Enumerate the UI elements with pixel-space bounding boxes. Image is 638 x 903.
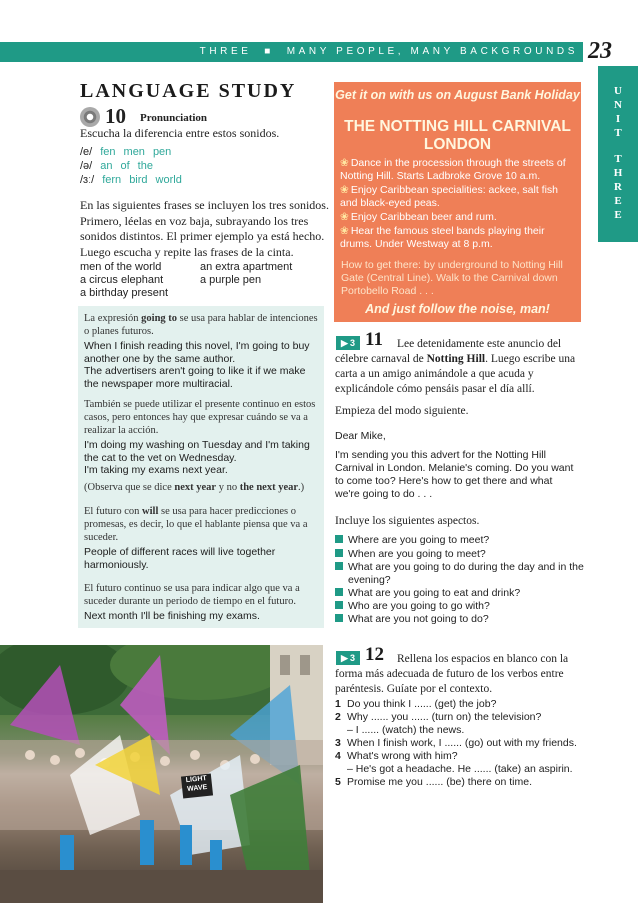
advert-item-text: Enjoy Caribbean beer and rum. — [350, 211, 497, 223]
running-header — [200, 46, 578, 57]
phoneme-word: men — [123, 146, 145, 158]
grammar-text: se usa para hablar de intenciones o planes futuros. — [84, 313, 318, 337]
phoneme-word: an — [100, 160, 113, 172]
unit-tab-letter: T — [614, 153, 622, 165]
phoneme-word: the — [137, 160, 153, 172]
grammar-text: y no — [216, 482, 240, 493]
exercise-item — [335, 750, 580, 763]
item-text: – I ...... (watch) the news. — [347, 724, 465, 736]
instruction-text: Lee detenidamente este anuncio del célebre carnaval de — [335, 338, 562, 365]
example-phrase: a circus elephant — [80, 274, 164, 286]
play-icon: ▶ — [341, 337, 348, 348]
item-number: 2 — [335, 711, 341, 723]
item-number: 5 — [335, 776, 341, 788]
grammar-text: .) — [298, 482, 305, 493]
exercise-item — [335, 763, 580, 776]
flower-icon: ❀ — [340, 225, 349, 237]
audio-badge-number: 3 — [349, 653, 355, 663]
audio-badge-number: 3 — [349, 338, 355, 348]
advert-title-line: LONDON — [423, 136, 492, 153]
advert-item — [340, 184, 578, 210]
grammar-text: El futuro con — [84, 506, 143, 517]
grammar-text: (Observa que se dice — [84, 482, 175, 493]
phoneme-symbol: /ɜː/ — [80, 174, 95, 186]
exercise-11-include: Incluye los siguientes aspectos. — [335, 515, 480, 527]
exercise-12-number: 12 — [365, 644, 384, 665]
grammar-keyword: will — [142, 506, 159, 517]
grammar-text: La expresión — [84, 313, 142, 324]
unit-tab-letter: N — [614, 99, 622, 111]
phoneme-symbol: /e/ — [80, 146, 93, 158]
list-item — [335, 548, 580, 561]
chapter-label: THREE — [199, 46, 252, 57]
play-icon: ▶ — [341, 652, 348, 663]
item-text: Do you think I ...... (get) the job? — [347, 698, 497, 710]
page-number: 23 — [588, 38, 612, 64]
grammar-note: El futuro continuo se usa para indicar algo que va a suceder durante un periodo de tiempo en el futuro. — [84, 583, 300, 607]
list-item — [335, 600, 580, 613]
phoneme-row — [80, 146, 171, 158]
grammar-keyword: the next year — [239, 482, 299, 493]
grammar-note — [84, 312, 322, 338]
item-text: When I finish work, I ...... (go) out with my friends. — [347, 737, 577, 749]
light-wave-sign: LIGHT WAVE — [181, 773, 213, 798]
unit-tab-letter: H — [613, 167, 623, 179]
exercise-item — [335, 776, 580, 789]
exercise-item — [335, 724, 580, 737]
advert-tagline: Get it on with us on August Bank Holiday — [335, 88, 580, 102]
instruction-keyword: Notting Hill — [426, 353, 486, 365]
carnival-photo — [0, 645, 323, 903]
item-text: – He's got a headache. He ...... (take) an aspirin. — [347, 763, 573, 775]
list-item — [335, 587, 580, 600]
unit-tab — [598, 66, 638, 242]
grammar-text: se usa para hacer predicciones o promesas, es decir, lo que el hablante piensa que va a suceder. — [84, 506, 308, 543]
phoneme-row — [80, 174, 182, 186]
grammar-note — [84, 505, 322, 544]
item-text: Why ...... you ...... (turn on) the television? — [347, 711, 542, 723]
instruction-text: . Luego escribe una carta a un amigo animándole a que acuda y explicándole cómo pensáis pasar el día allí. — [335, 353, 576, 395]
phoneme-word: fen — [100, 146, 116, 158]
phoneme-word: world — [155, 174, 182, 186]
square-bullet-icon — [335, 549, 343, 557]
phoneme-word: pen — [152, 146, 172, 158]
phoneme-symbol: /ə/ — [80, 160, 93, 172]
example-phrase: men of the world — [80, 261, 162, 273]
grammar-example: The advertisers aren't going to like it if we make the newspaper more multiracial. — [84, 365, 306, 390]
list-item-text: Who are you going to go with? — [348, 600, 490, 612]
exercise-item — [335, 698, 580, 711]
grammar-keyword: going to — [141, 313, 178, 324]
phoneme-row — [80, 160, 153, 172]
square-bullet-icon — [335, 601, 343, 609]
advert-item-text: Enjoy Caribbean specialities: ackee, salt fish and black-eyed peas. — [340, 184, 559, 209]
flower-icon: ❀ — [340, 211, 349, 223]
list-item-text: What are you going to do during the day and in the evening? — [348, 561, 584, 586]
advert-item — [340, 211, 578, 224]
unit-tab-letter: U — [614, 85, 622, 97]
item-text: Promise me you ...... (be) there on time. — [347, 776, 532, 788]
flower-icon: ❀ — [340, 184, 349, 196]
list-item-text: When are you going to meet? — [348, 548, 486, 560]
advert-item-text: Hear the famous steel bands playing their drums. Under Westway at 8 p.m. — [340, 225, 545, 250]
exercise-11-start: Empieza del modo siguiente. — [335, 405, 469, 417]
list-item — [335, 561, 593, 587]
advert-item — [340, 225, 578, 251]
advert-slogan: And just follow the noise, man! — [365, 302, 550, 316]
advert-title-line: THE NOTTING HILL CARNIVAL — [344, 118, 571, 135]
example-phrase: an extra apartment — [200, 261, 293, 273]
item-number: 1 — [335, 698, 341, 710]
grammar-example: When I finish reading this novel, I'm going to buy another one by the same author. — [84, 340, 310, 365]
list-item — [335, 613, 580, 626]
item-number: 4 — [335, 750, 341, 762]
grammar-example: Next month I'll be finishing my exams. — [84, 610, 260, 622]
advert-item-text: Dance in the procession through the streets of Notting Hill. Starts Ladbroke Grove 10 a.m. — [340, 157, 566, 182]
example-phrase: a purple pen — [200, 274, 262, 286]
phoneme-word: of — [120, 160, 130, 172]
exercise-11-instruction — [335, 337, 580, 397]
item-text: What's wrong with him? — [347, 750, 458, 762]
carnival-photo-art — [0, 645, 323, 903]
square-bullet-icon — [335, 588, 343, 596]
phoneme-word: fern — [102, 174, 122, 186]
square-bullet-icon — [335, 535, 343, 543]
exercise-item — [335, 711, 580, 724]
grammar-note: También se puede utilizar el presente continuo en estos casos, pero entonces hay que expresar cuándo se va a realizar la acción. — [84, 399, 316, 436]
advert-item — [340, 157, 578, 183]
list-item-text: What are you not going to do? — [348, 613, 489, 625]
unit-tab-letter: R — [614, 181, 622, 193]
square-bullet-icon — [335, 614, 343, 622]
phoneme-word: bird — [129, 174, 148, 186]
grammar-example: I'm taking my exams next year. — [84, 464, 228, 476]
unit-tab-letter: E — [614, 209, 622, 221]
square-bullet-icon — [335, 562, 343, 570]
exercise-10-instruction: Escucha la diferencia entre estos sonidos. — [80, 126, 280, 140]
letter-body: I'm sending you this advert for the Notting Hill Carnival in London. Melanie's coming. Do you want to come too? Here's how to get there and what we're going to do . . . — [335, 449, 574, 500]
example-phrase: a birthday present — [80, 287, 169, 299]
unit-tab-letter: T — [614, 127, 622, 139]
exercise-11-number: 11 — [365, 329, 383, 350]
exercise-10-title: Pronunciation — [140, 112, 208, 124]
exercise-12-instruction: Rellena los espacios en blanco con la forma más adecuada de futuro de los verbos entre paréntesis. Guíate por el contexto. — [335, 653, 569, 695]
grammar-example: I'm doing my washing on Tuesday and I'm taking the cat to the vet on Wednesday. — [84, 439, 310, 464]
advert-title — [334, 118, 581, 154]
separator-square: ■ — [264, 46, 274, 57]
list-item-text: Where are you going to meet? — [348, 534, 490, 546]
exercise-10-number: 10 — [105, 104, 126, 128]
list-item-text: What are you going to eat and drink? — [348, 587, 521, 599]
letter-greeting: Dear Mike, — [335, 430, 386, 442]
exercise-item — [335, 737, 580, 750]
grammar-keyword: next year — [174, 482, 217, 493]
cd-icon — [80, 107, 100, 127]
grammar-note — [84, 481, 322, 494]
exercise-10-paragraph: En las siguientes frases se incluyen los tres sonidos. Primero, léelas en voz baja, subrayando los tres sonidos distintos. El primer ejemplo ya está hecho. Luego escucha y repite las frases de la cinta. — [80, 198, 329, 259]
unit-tab-letter: E — [614, 195, 622, 207]
item-number: 3 — [335, 737, 341, 749]
section-title: LANGUAGE STUDY — [80, 80, 297, 102]
chapter-title: MANY PEOPLE, MANY BACKGROUNDS — [286, 46, 578, 57]
flower-icon: ❀ — [340, 157, 349, 169]
grammar-example: People of different races will live together harmoniously. — [84, 546, 276, 571]
list-item — [335, 534, 580, 547]
unit-tab-letter: I — [615, 113, 621, 125]
advert-directions: How to get there: by underground to Notting Hill Gate (Central Line). Walk to the Carnival down Portobello Road . . . — [341, 259, 563, 297]
